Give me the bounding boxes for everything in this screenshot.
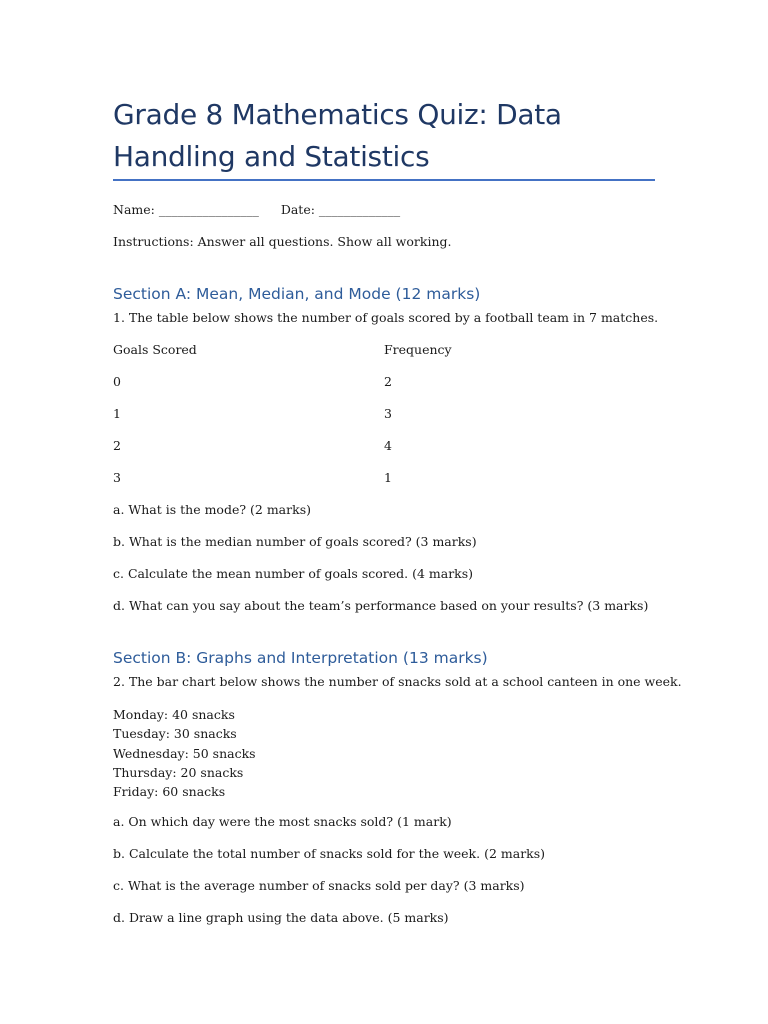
- section-b-heading: Section B: Graphs and Interpretation (13 marks): [113, 649, 488, 667]
- list-item: Tuesday: 30 snacks: [113, 726, 237, 742]
- table-row-frequency: 3: [384, 406, 392, 421]
- question-2d: d. Draw a line graph using the data above. (5 marks): [113, 910, 449, 925]
- date-field: Date: _____________: [280, 202, 401, 217]
- instructions: Instructions: Answer all questions. Show all working.: [113, 234, 452, 249]
- list-item: Wednesday: 50 snacks: [113, 745, 256, 761]
- snack-sales-list: [113, 705, 256, 801]
- table-header-goals: Goals Scored: [113, 342, 197, 357]
- question-1a: a. What is the mode? (2 marks): [113, 502, 311, 517]
- table-row-goals: 2: [113, 438, 121, 453]
- name-date-line: [113, 202, 400, 218]
- name-field: Name: ________________: [113, 202, 259, 217]
- question-2c: c. What is the average number of snacks sold per day? (3 marks): [113, 878, 525, 893]
- list-item: Friday: 60 snacks: [113, 784, 226, 800]
- table-header-frequency: Frequency: [384, 342, 452, 357]
- list-item: Monday: 40 snacks: [113, 707, 235, 722]
- question-2: 2. The bar chart below shows the number of snacks sold at a school canteen in one week.: [113, 674, 682, 689]
- question-1: 1. The table below shows the number of goals scored by a football team in 7 matches.: [113, 310, 659, 325]
- table-row-goals: 0: [113, 374, 121, 389]
- document-title: Grade 8 Mathematics Quiz: Data Handling and Statistics: [113, 98, 562, 173]
- table-row-goals: 3: [113, 470, 121, 485]
- question-1d: d. What can you say about the team’s performance based on your results? (3 marks): [113, 598, 649, 613]
- question-2b: b. Calculate the total number of snacks sold for the week. (2 marks): [113, 846, 546, 861]
- table-row-goals: 1: [113, 406, 121, 421]
- title-underline: [113, 179, 655, 181]
- table-row-frequency: 4: [384, 438, 392, 453]
- question-1c: c. Calculate the mean number of goals scored. (4 marks): [113, 566, 474, 581]
- section-a-heading: Section A: Mean, Median, and Mode (12 marks): [113, 285, 481, 303]
- question-2a: a. On which day were the most snacks sold? (1 mark): [113, 814, 452, 829]
- table-row-frequency: 2: [384, 374, 392, 389]
- table-row-frequency: 1: [384, 470, 392, 485]
- question-1b: b. What is the median number of goals scored? (3 marks): [113, 534, 477, 549]
- list-item: Thursday: 20 snacks: [113, 764, 244, 780]
